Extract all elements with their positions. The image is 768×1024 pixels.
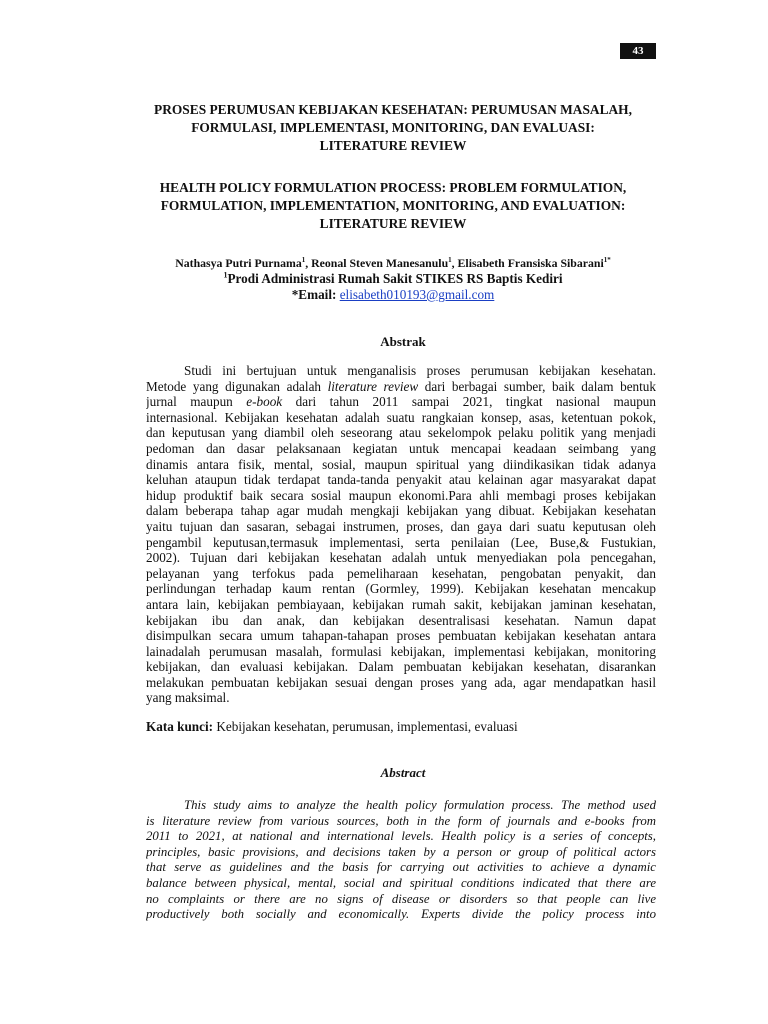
affiliation	[140, 271, 646, 287]
author-affiliation-mark: 1	[448, 256, 452, 265]
title-en-line: LITERATURE REVIEW	[319, 216, 467, 231]
abstrak-line: pengambil keputusan,termasuk implementasi, serta penilaian (Lee, Buse,& Fustukian,	[146, 534, 656, 550]
abstrak-line: kebijakan, dan evaluasi kebijakan. Dalam pembuatan kebijakan kesehatan, disarankan	[146, 659, 656, 675]
author-separator: ,	[305, 256, 312, 270]
author-separator: ,	[451, 256, 458, 270]
title-english	[140, 179, 646, 233]
abstrak-line: 2002). Tujuan dari kebijakan kesehatan adalah untuk menyediakan pola pencegahan,	[146, 550, 656, 566]
abstrak-line: Metode yang digunakan adalah literature review dari berbagai sumber, baik dalam bentuk	[146, 378, 656, 394]
abstrak-line: hidup produktif baik secara sosial maupun ekonomi.Para ahli membagi proses kebijakan	[146, 487, 656, 503]
abstrak-line: dinamis antara fisik, mental, sosial, maupun spiritual yang diindikasikan tidak adanya	[146, 456, 656, 472]
author-name: Nathasya Putri Purnama	[175, 256, 302, 270]
abstract-line: balance between physical, mental, social and spiritual conditions indicated that there are	[146, 875, 656, 890]
abstrak-italic-term: e-book	[246, 394, 283, 410]
corresponding-email	[140, 287, 646, 303]
title-en-line: HEALTH POLICY FORMULATION PROCESS: PROBLEM FORMULATION,	[159, 180, 627, 195]
abstract-line: 2011 to 2021, at national and international levels. Health policy is a series of concepts,	[146, 829, 656, 844]
abstract-body	[146, 798, 656, 923]
email-link[interactable]: elisabeth010193@gmail.com	[339, 287, 495, 302]
abstrak-line: internasional. Kebijakan kesehatan adalah suatu rangkaian konsep, asas, ketentuan pokok,	[146, 409, 656, 425]
abstrak-line: kebijakan ibu dan anak, dan kebijakan desentralisasi kesehatan. Namun dapat	[146, 612, 656, 628]
abstrak-heading: Abstrak	[380, 334, 426, 349]
abstrak-line: pelayanan yang terfokus pada pemeliharaan kesehatan, pengobatan penyakit, dan	[146, 565, 656, 581]
author-affiliation-mark: 1	[301, 256, 306, 265]
abstract-line: This study aims to analyze the health policy formulation process. The method used	[184, 798, 656, 812]
author-name: Elisabeth Fransiska Sibarani	[457, 256, 604, 270]
abstrak-line: pedoman dan dasar pelaksanaan kegiatan untuk mencapai keadaan seimbang yang	[146, 440, 656, 456]
abstrak-line: melakukan pembuatan kebijakan sesuai dengan proses yang ada, agar mendapatkan hasil	[146, 674, 656, 690]
title-id-line: LITERATURE REVIEW	[319, 138, 467, 153]
abstrak-line: yang maksimal.	[146, 690, 230, 706]
abstrak-line: keluhan ataupun tidak terdapat tanda-tanda penyakit atau kelainan agar masyarakat dapat	[146, 472, 656, 488]
keywords-line	[146, 719, 656, 735]
abstrak-line: jurnal maupun e-book dari tahun 2011 sampai 2021, tingkat nasional maupun	[146, 394, 656, 410]
email-label: *Email:	[291, 287, 340, 302]
abstract-line: principles, basic provisions, and decisions taken by a person or group of political actors	[146, 844, 656, 859]
abstrak-line: dalam beberapa tahap agar mudah mengkaji kebijakan yang dibuat. Kebijakan kesehatan	[146, 503, 656, 519]
keywords-label: Kata kunci:	[146, 719, 214, 734]
title-id-line: FORMULASI, IMPLEMENTASI, MONITORING, DAN EVALUASI:	[191, 120, 595, 135]
affiliation-mark: 1	[223, 270, 228, 280]
title-indonesian	[140, 101, 646, 155]
abstrak-line: lainadalah perumusan masalah, formulasi kebijakan, implementasi kebijakan, monitoring	[146, 643, 656, 659]
abstrak-italic-term: literature review	[327, 378, 419, 394]
affiliation-text: Prodi Administrasi Rumah Sakit STIKES RS Baptis Kediri	[227, 271, 563, 286]
abstrak-line: antara lain, kebijakan pembiayaan, kebijakan rumah sakit, kebijakan jaminan kesehatan,	[146, 596, 656, 612]
author-list	[140, 257, 646, 270]
abstract-line: that serve as guidelines and the basis for carrying out activities to achieve a dynamic	[146, 860, 656, 875]
abstrak-line: disimpulkan secara umum tahapan-tahapan proses pembuatan kebijakan kesehatan antara	[146, 628, 656, 644]
abstrak-line: perlindungan terhadap kaum rentan (Gormley, 1999). Kebijakan kesehatan mencakup	[146, 581, 656, 597]
author-name: Reonal Steven Manesanulu	[311, 256, 449, 270]
title-en-line: FORMULATION, IMPLEMENTATION, MONITORING, AND EVALUATION:	[160, 198, 626, 213]
abstrak-line: yaitu tujuan dan sasaran, sebagai instrumen, proses, dan gaya dari suatu keputusan oleh	[146, 518, 656, 534]
abstract-line: is literature review from various sources, both in the form of journals and e-books from	[146, 813, 656, 828]
abstract-line: productively both socially and economically. Experts divide the policy process into	[146, 907, 656, 922]
abstract-line: no complaints or there are no signs of disease or disorders so that people can live	[146, 891, 656, 906]
keywords-text: Kebijakan kesehatan, perumusan, implementasi, evaluasi	[213, 719, 518, 734]
abstrak-line: Studi ini bertujuan untuk menganalisis proses perumusan kebijakan kesehatan.	[184, 363, 656, 378]
abstrak-line: dan keputusan yang diambil oleh seseorang atau sekelompok pelaku politik yang menjadi	[146, 425, 656, 441]
author-affiliation-mark: 1*	[603, 256, 611, 265]
abstrak-body	[146, 363, 656, 706]
abstract-heading: Abstract	[380, 765, 426, 780]
title-id-line: PROSES PERUMUSAN KEBIJAKAN KESEHATAN: PERUMUSAN MASALAH,	[154, 102, 632, 117]
page-number-badge: 43	[620, 43, 656, 59]
